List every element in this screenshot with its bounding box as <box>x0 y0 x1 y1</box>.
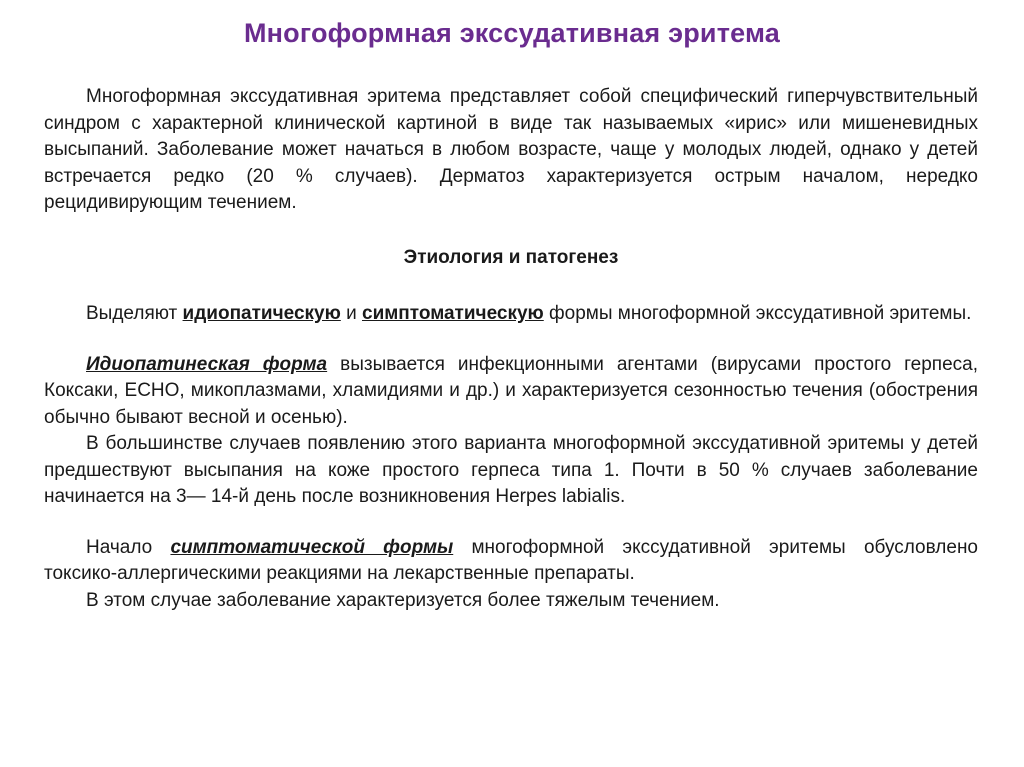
forms-prefix: Выделяют <box>86 303 183 324</box>
symptomatic-text: многоформной экссудативной эритемы обусловлено токсико-аллергическими реакциями на лекарственные препараты. <box>44 536 978 584</box>
intro-paragraph: Многоформная экссудативная эритема представляет собой специфический гиперчувствительный синдром с характерной клинической картиной в виде так называемых «ирис» или мишеневидных высыпаний. Заболевание может начаться в любом возрасте, чаще у молодых людей, однако у детей встречается редко (20 % случаев). Дерматоз характеризуется острым началом, нередко рецидивирующим течением. <box>44 86 978 213</box>
idiopathic-paragraph-2: В большинстве случаев появлению этого варианта многоформной экссудативной эритемы у детей предшествуют высыпания на коже простого герпеса типа 1. Почти в 50 % случаев заболевание начинается на 3— 14-й день после возникновения Herpes labialis. <box>44 433 978 507</box>
symptomatic-term: симптоматическую <box>362 303 544 324</box>
symptomatic-prefix: Начало <box>86 536 171 558</box>
spacer <box>44 328 978 352</box>
idiopathic-form-term: Идиопатинеская форма <box>86 353 328 375</box>
symptomatic-paragraph <box>44 535 978 588</box>
forms-mid: и <box>340 303 362 324</box>
symptomatic-form-term: симптоматической формы <box>170 536 454 558</box>
symptomatic-paragraph-2: В этом случае заболевание характеризуется более тяжелым течением. <box>86 589 720 611</box>
slide-title: Многоформная экссудативная эритема <box>243 18 781 48</box>
section-heading: Этиология и патогенез <box>403 246 619 268</box>
idiopathic-paragraph <box>44 352 978 432</box>
forms-paragraph <box>44 301 978 328</box>
slide-content <box>44 84 978 614</box>
idiopathic-text: вызывается инфекционными агентами (вирусами простого герпеса, Коксаки, ЕСНО, микоплазмами, хламидиями и др.) и характеризуется сезонностью течения (обострения обычно бывают весной и осенью). <box>44 353 978 428</box>
forms-suffix: формы многоформной экссудативной эритемы. <box>543 303 972 324</box>
idiopathic-term: идиопатическую <box>182 303 341 324</box>
spacer <box>44 511 978 535</box>
